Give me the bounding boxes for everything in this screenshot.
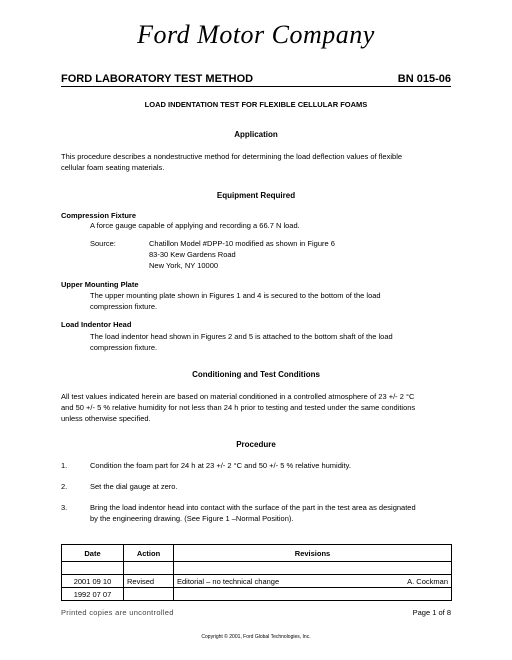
source-line-1: Chatillon Model #DPP-10 modified as shown in Figure 6 bbox=[149, 239, 335, 248]
application-heading: Application bbox=[234, 130, 278, 139]
revision-author-cell bbox=[364, 588, 452, 601]
revision-date-cell: 2001 09 10 bbox=[62, 575, 124, 588]
procedure-step-text-continued: by the engineering drawing. (See Figure 1 –Normal Position). bbox=[90, 514, 294, 523]
date-column-header: Date bbox=[62, 545, 124, 562]
equipment-heading: Equipment Required bbox=[216, 191, 296, 200]
revision-action-cell bbox=[124, 588, 174, 601]
application-text-line-2: cellular foam seating materials. bbox=[61, 163, 165, 172]
revision-description-cell bbox=[174, 588, 364, 601]
procedure-step-number: 3. bbox=[61, 503, 68, 512]
document-number: BN 015-06 bbox=[397, 73, 451, 85]
revision-date-cell: 1992 07 07 bbox=[62, 588, 124, 601]
source-label: Source: bbox=[90, 239, 116, 248]
procedure-step-number: 1. bbox=[61, 461, 68, 470]
revisions-header-row bbox=[62, 545, 452, 562]
revision-author-cell bbox=[364, 562, 452, 575]
indentor-head-text-line-1: The load indentor head shown in Figures 2 and 5 is attached to the bottom shaft of the load bbox=[90, 332, 393, 341]
procedure-step-number: 2. bbox=[61, 482, 68, 491]
table-row bbox=[62, 575, 452, 588]
table-row bbox=[62, 562, 452, 575]
revision-description-cell bbox=[174, 562, 364, 575]
compression-fixture-title: Compression Fixture bbox=[61, 211, 137, 220]
source-line-2: 83-30 Kew Gardens Road bbox=[149, 250, 236, 259]
conditioning-heading: Conditioning and Test Conditions bbox=[192, 370, 320, 379]
conditioning-line-2: and 50 +/- 5 % relative humidity for not less than 24 h prior to testing and tested under the same conditions bbox=[61, 403, 416, 412]
table-row bbox=[62, 588, 452, 601]
copyright-notice: Copyright © 2001, Ford Global Technologies, Inc. bbox=[201, 634, 311, 640]
procedure-step-text: Bring the load indentor head into contact with the surface of the part in the test area as designated bbox=[90, 503, 416, 512]
conditioning-line-3: unless otherwise specified. bbox=[61, 414, 151, 423]
revision-action-cell bbox=[124, 562, 174, 575]
upper-plate-title: Upper Mounting Plate bbox=[61, 280, 139, 289]
revisions-table bbox=[61, 544, 452, 601]
action-column-header: Action bbox=[124, 545, 174, 562]
procedure-heading: Procedure bbox=[236, 440, 276, 449]
document-title: FORD LABORATORY TEST METHOD bbox=[61, 73, 254, 85]
conditioning-line-1: All test values indicated herein are based on material conditioned in a controlled atmosphere of 23 +/- 2 °C bbox=[61, 392, 415, 401]
page-number: Page 1 of 8 bbox=[412, 608, 451, 617]
compression-fixture-text: A force gauge capable of applying and recording a 66.7 N load. bbox=[90, 221, 300, 230]
upper-plate-text-line-2: compression fixture. bbox=[90, 302, 158, 311]
company-logo: Ford Motor Company bbox=[137, 20, 375, 49]
application-text-line-1: This procedure describes a nondestructive method for determining the load deflection values of flexible bbox=[61, 152, 403, 161]
indentor-head-title: Load Indentor Head bbox=[61, 320, 132, 329]
procedure-step-text: Condition the foam part for 24 h at 23 +/- 2 °C and 50 +/- 5 % relative humidity. bbox=[90, 461, 351, 470]
header-divider bbox=[61, 86, 451, 87]
upper-plate-text-line-1: The upper mounting plate shown in Figures 1 and 4 is secured to the bottom of the load bbox=[90, 291, 381, 300]
revision-author-cell: A. Cockman bbox=[364, 575, 452, 588]
revision-action-cell: Revised bbox=[124, 575, 174, 588]
revision-date-cell bbox=[62, 562, 124, 575]
revisions-column-header: Revisions bbox=[174, 545, 452, 562]
revision-description-cell: Editorial – no technical change bbox=[174, 575, 364, 588]
uncontrolled-copies-note: Printed copies are uncontrolled bbox=[61, 608, 174, 617]
source-line-3: New York, NY 10000 bbox=[149, 261, 219, 270]
document-subtitle: LOAD INDENTATION TEST FOR FLEXIBLE CELLULAR FOAMS bbox=[144, 100, 368, 109]
indentor-head-text-line-2: compression fixture. bbox=[90, 343, 158, 352]
procedure-step-text: Set the dial gauge at zero. bbox=[90, 482, 178, 491]
